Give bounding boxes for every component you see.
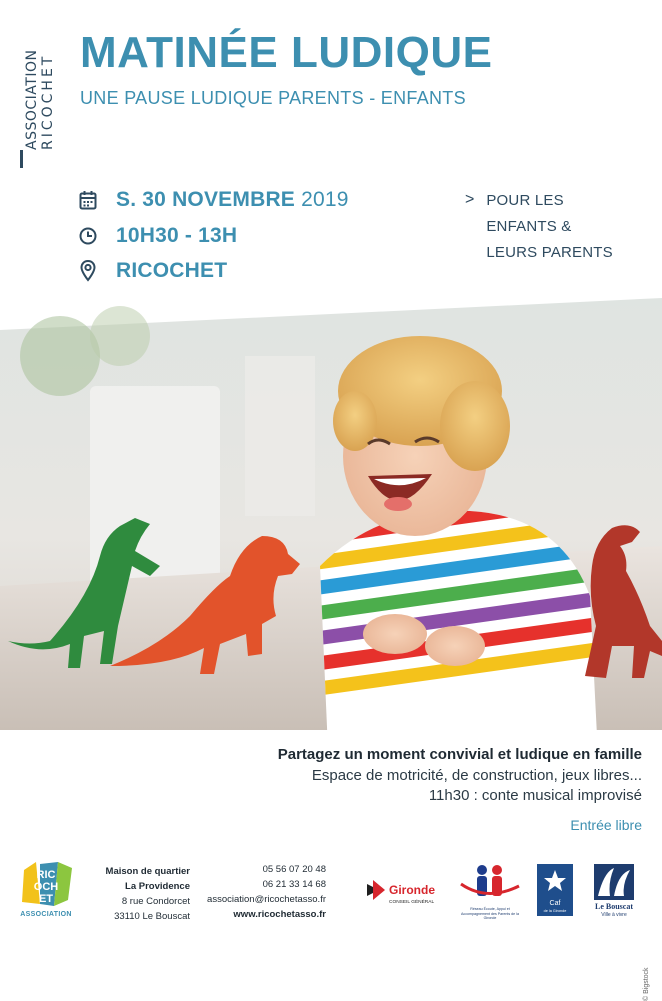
ricochet-word: RICOCHET (40, 53, 56, 150)
gironde-word: Gironde (389, 883, 436, 897)
caf-word: Caf (549, 900, 561, 907)
child-with-dinosaurs-image (0, 296, 662, 730)
ricochet-logo-word: ASSOCIATION (20, 911, 72, 918)
address-line: 33110 Le Bouscat (114, 911, 190, 922)
event-date-main: S. 30 NOVEMBRE (116, 188, 296, 211)
bouscat-word: Le Bouscat (595, 902, 633, 911)
address-line: Maison de quartier (105, 866, 190, 877)
event-date-year: 2019 (301, 188, 349, 211)
gironde-subtitle: CONSEIL GÉNÉRAL (389, 900, 435, 905)
svg-text:RIC: RIC (36, 869, 56, 881)
ricochet-logo (18, 860, 74, 918)
place-row (78, 259, 227, 283)
phone-number: 06 21 33 14 68 (262, 879, 326, 890)
audience-line: POUR LES (486, 192, 564, 209)
calendar-icon (78, 189, 98, 211)
svg-text:ET: ET (38, 893, 54, 905)
email-address: association@ricochetasso.fr (207, 894, 326, 905)
photo-credit: © Bigstock (643, 967, 650, 1001)
time-row (78, 224, 237, 248)
audience-line: LEURS PARENTS (486, 244, 613, 261)
description-line: 11h30 : conte musical improvisé (428, 787, 642, 804)
le-bouscat-logo (588, 862, 640, 918)
event-place (116, 259, 227, 283)
website-link: www.ricochetasso.fr (233, 909, 326, 920)
audience-line: ENFANTS & (486, 218, 572, 235)
association-vertical-label (20, 18, 60, 150)
event-date (116, 188, 349, 212)
caf-logo (537, 864, 573, 916)
side-accent-bar (20, 150, 23, 168)
page-subtitle: UNE PAUSE LUDIQUE PARENTS - ENFANTS (80, 88, 466, 108)
svg-text:OCH: OCH (33, 881, 59, 893)
phone-number: 05 56 07 20 48 (262, 864, 326, 875)
clock-icon (78, 225, 98, 247)
bouscat-subtitle: Ville à vivre (601, 912, 627, 918)
address-line: La Providence (125, 881, 190, 892)
description-line: Espace de motricité, de construction, jeux libres... (311, 767, 642, 784)
description-block (122, 744, 642, 834)
event-time-value: 10H30 - 13H (116, 224, 238, 247)
address-line: 8 rue Condorcet (121, 896, 190, 907)
chevron-right-icon: > (465, 191, 475, 208)
gironde-logo (365, 878, 441, 908)
association-word: ASSOCIATION (24, 49, 40, 150)
description-heading: Partagez un moment convivial et ludique en famille (277, 746, 642, 763)
reaap-text: Réseau Écoute, Appui et Accompagnement des Parents de la Gironde (461, 907, 519, 920)
event-time (116, 224, 237, 248)
contact-block (198, 862, 326, 922)
event-place-value: RICOCHET (116, 259, 228, 282)
date-row (78, 188, 349, 212)
reaap-logo (457, 862, 523, 920)
address-block (100, 864, 190, 924)
caf-subtitle: de la Gironde (543, 909, 567, 913)
page-title: MATINÉE LUDIQUE (80, 28, 493, 77)
location-pin-icon (78, 260, 98, 282)
free-entry-note: Entrée libre (570, 817, 642, 833)
audience-block (465, 188, 613, 266)
